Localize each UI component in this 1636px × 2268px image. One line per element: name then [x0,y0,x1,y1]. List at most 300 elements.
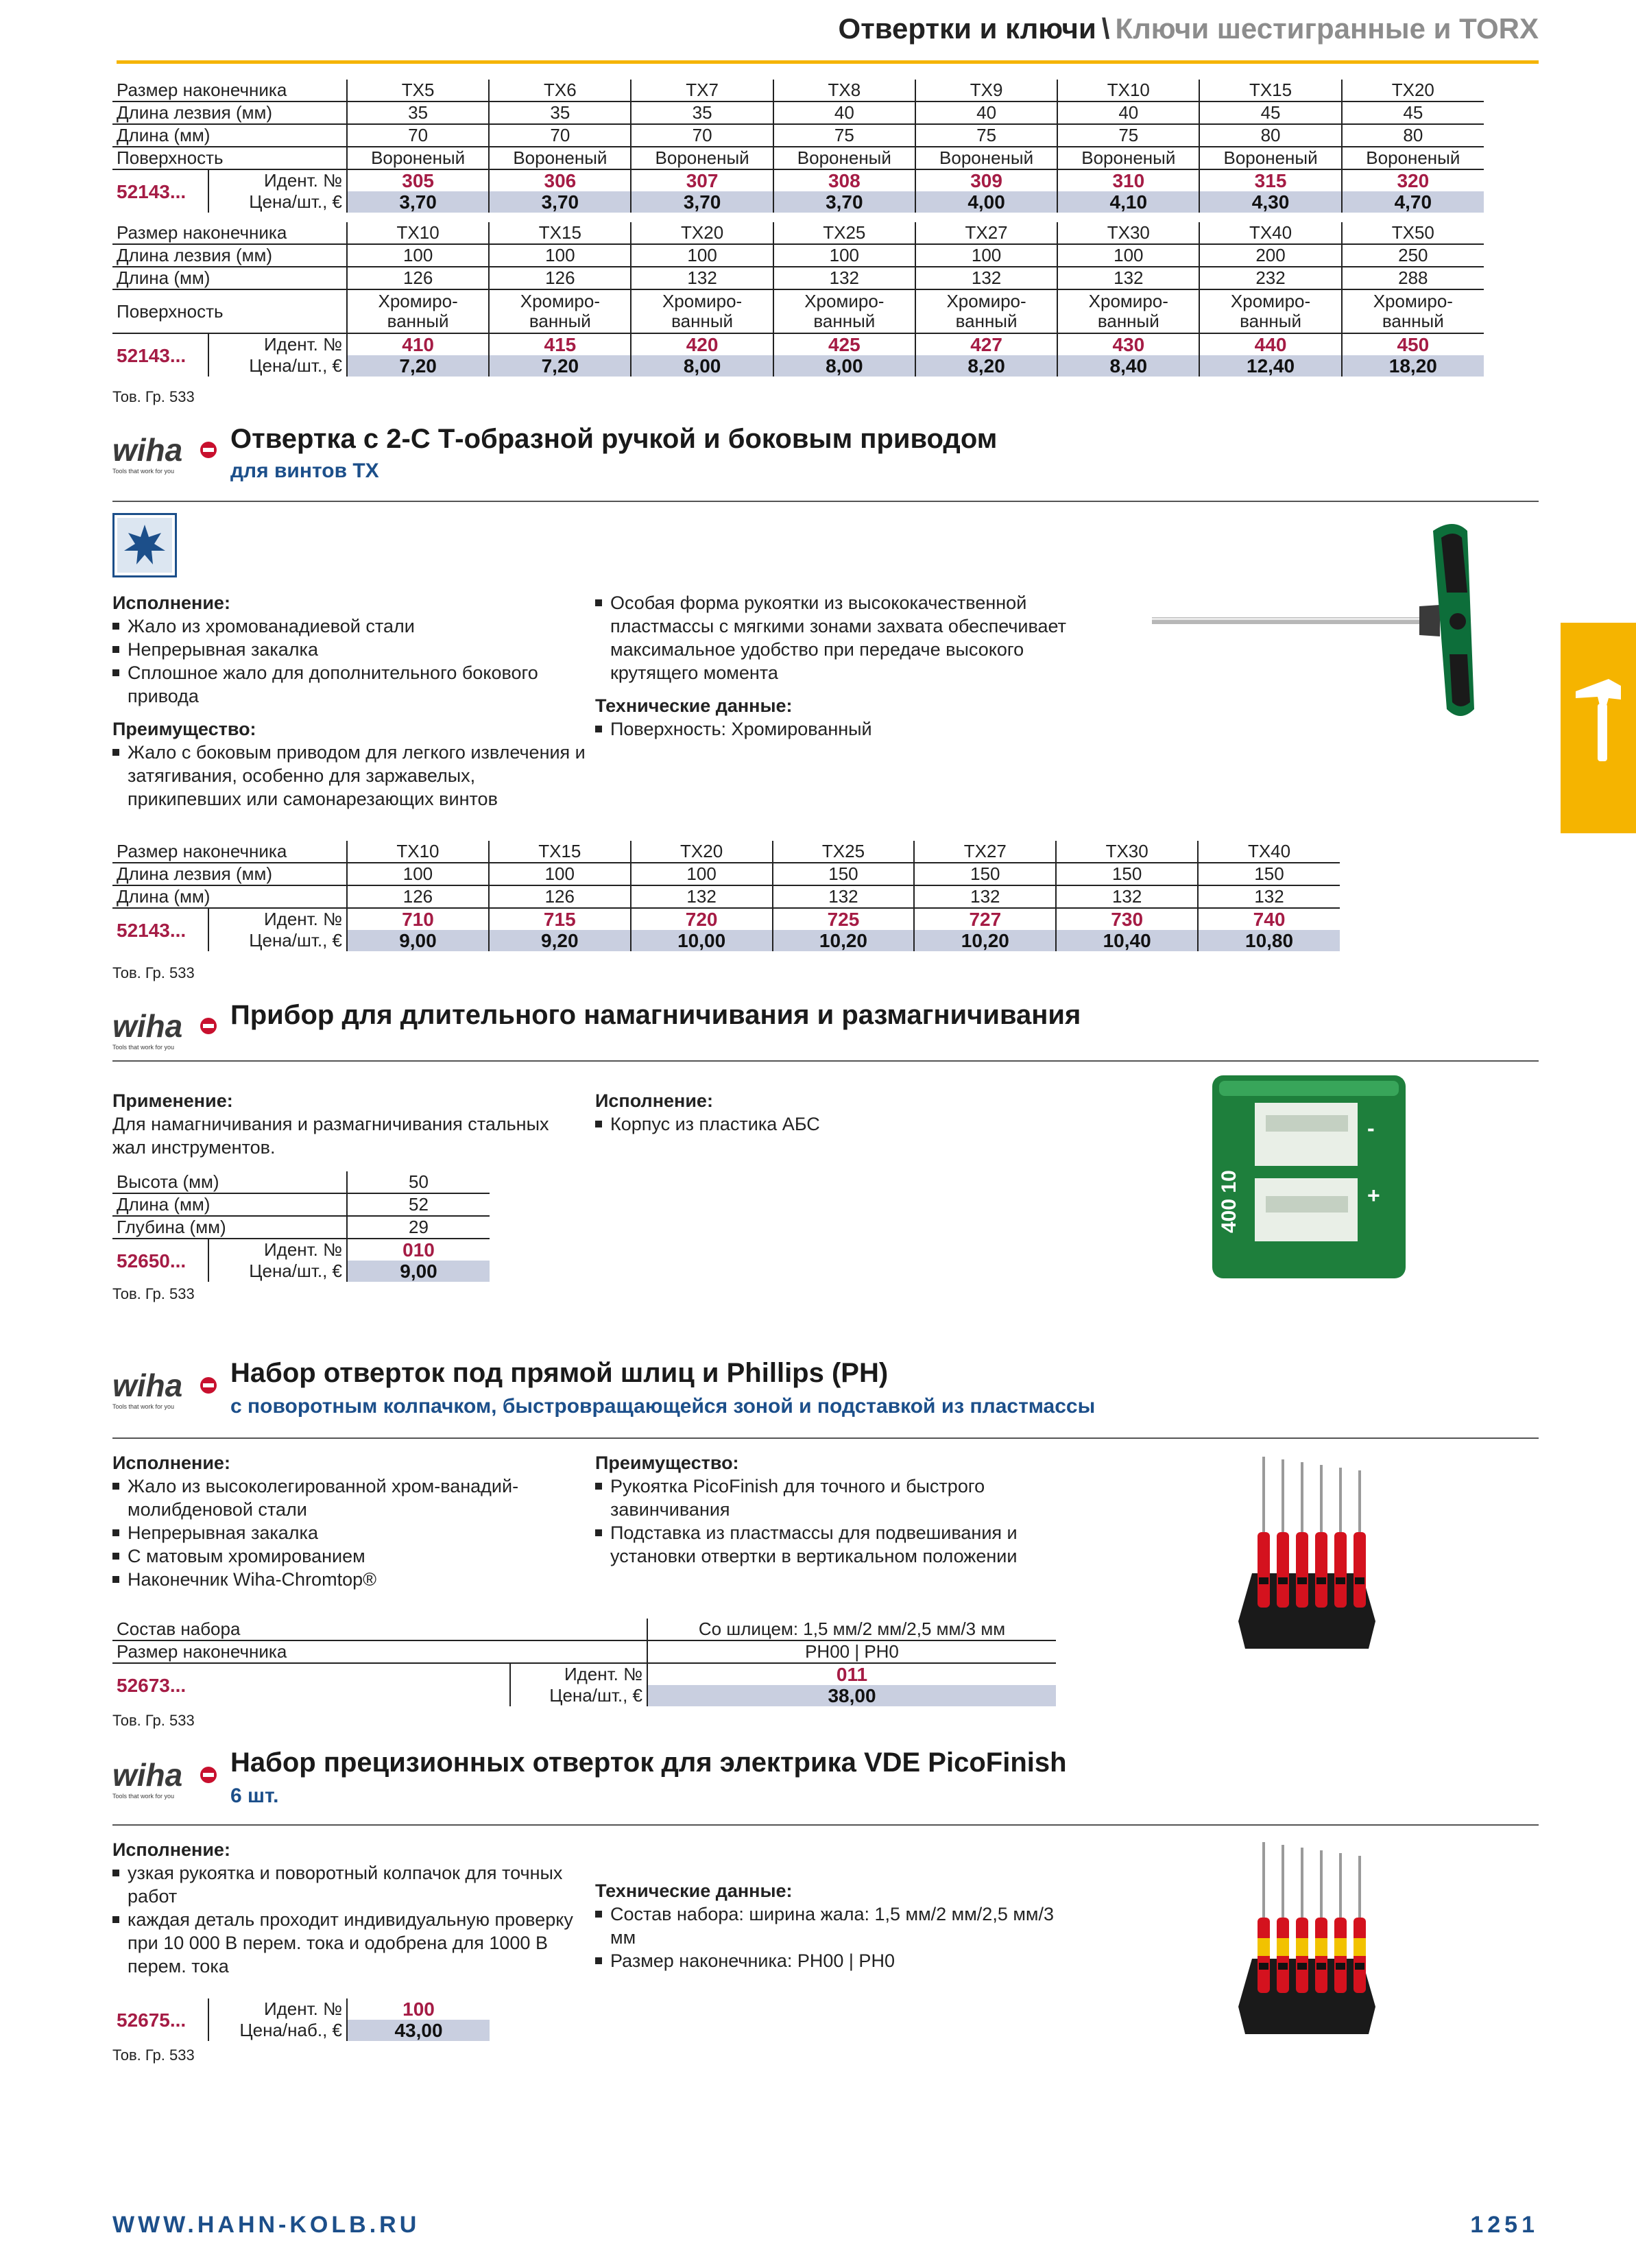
row-label: Длина (мм) [112,1193,347,1216]
handle [1354,1532,1366,1608]
product-subtitle: с поворотным колпачком, быстровращающейся зоной и подставкой из пластмассы [230,1395,1096,1418]
article-number: 52650... [112,1239,208,1282]
table-row [112,147,1484,169]
price-cell: 4,10 [1057,191,1199,213]
group-label: Тов. Гр. 533 [112,2046,195,2064]
t-handle-screwdriver-image [1145,510,1529,730]
svg-text:wiha: wiha [112,432,183,468]
length-cell: 132 [915,267,1057,289]
size-cell: TX15 [1199,80,1341,102]
size-cell: TX27 [914,841,1056,863]
header-rule [117,60,1539,64]
length-cell: 132 [1057,267,1199,289]
id-cell: 100 [347,1998,490,2020]
table-row [112,1216,490,1239]
group-label: Тов. Гр. 533 [112,388,195,405]
size-cell: TX30 [1057,222,1199,244]
price-cell: 3,70 [489,191,631,213]
size-cell: TX7 [631,80,773,102]
table-row [112,908,1340,930]
length-cell: 132 [773,885,915,908]
screwdriver-set-image [1231,1450,1382,1656]
id-cell: 010 [347,1239,490,1261]
table-row [112,80,1484,102]
price-cell: 43,00 [347,2020,490,2041]
svg-text:Tools that work for you: Tools that work for you [112,468,175,475]
price-label: Цена/шт., € [208,930,347,951]
blade-cell: 35 [489,102,631,124]
price-cell: 10,80 [1198,930,1340,951]
length-cell: 80 [1342,124,1484,147]
p1-left-text [112,591,586,811]
list-item: Жало из высоколегированной хром-ванадий-молибденовой стали [112,1475,586,1521]
product-title: Отвертка с 2-С Т-образной ручкой и боковым приводом [230,424,998,454]
adv-list [112,741,586,811]
product-subtitle: для винтов TX [230,459,379,482]
adv-list [595,1475,1075,1568]
price-cell: 8,00 [773,355,915,377]
table-row [112,1640,1056,1663]
handle-band [1355,1577,1364,1584]
blade-cell: 100 [347,244,489,267]
p2-right-text [595,1089,1075,1136]
spec-table-5 [112,1619,1056,1706]
table-row [112,863,1340,885]
page-number: 1251 [1470,2212,1539,2238]
price-cell: 10,00 [631,930,773,951]
surface-cell: Хромиро-ванный [1342,289,1484,333]
length-cell: 132 [631,267,773,289]
price-cell: 3,70 [773,191,915,213]
table-row [112,289,1484,333]
blade-cell: 200 [1199,244,1341,267]
table-row [112,930,1340,951]
spec-table-1 [112,80,1484,213]
handle-band [1258,1938,1270,1956]
size-cell: TX6 [489,80,631,102]
value-cell: PH00 | PH0 [647,1640,1056,1663]
exec-heading: Исполнение: [112,593,230,613]
wiha-logo [112,1754,218,1806]
id-label: Идент. № [208,1998,347,2020]
handle-band [1277,1938,1289,1956]
row-label: Поверхность [112,289,347,333]
p4-right-text [595,1879,1075,1972]
size-cell: TX30 [1056,841,1198,863]
device-code: 400 10 [1218,1170,1240,1233]
id-label: Идент. № [208,169,347,191]
id-cell: 320 [1342,169,1484,191]
size-cell: TX5 [347,80,489,102]
length-cell: 126 [489,885,631,908]
svg-text:Tools that work for you: Tools that work for you [112,1793,175,1800]
row-label: Состав набора [112,1619,647,1640]
surface-cell: Хромиро-ванный [1199,289,1341,333]
tech-list [595,717,1075,741]
price-cell: 38,00 [647,1685,1056,1706]
group-label: Тов. Гр. 533 [112,1285,195,1302]
value-cell: 50 [347,1171,490,1193]
handle-band [1278,1577,1288,1584]
table-row [112,1998,490,2020]
handle-band [1334,1938,1347,1956]
price-label: Цена/шт., € [510,1685,647,1706]
adv-heading: Преимущество: [595,1453,739,1473]
handle-band [1297,1963,1307,1970]
id-cell: 310 [1057,169,1199,191]
id-cell: 730 [1056,908,1198,930]
id-label: Идент. № [208,333,347,355]
size-cell: TX9 [915,80,1057,102]
tech-list [595,1902,1075,1972]
id-cell: 011 [647,1663,1056,1685]
id-cell: 450 [1342,333,1484,355]
length-cell: 80 [1199,124,1341,147]
id-cell: 410 [347,333,489,355]
size-cell: TX10 [347,841,489,863]
length-cell: 132 [914,885,1056,908]
list-item: Особая форма рукоятки из высококачественной пластмассы с мягкими зонами захвата обеспечивает максимальное удобство при передаче высокого крутящего момента [595,591,1075,684]
surface-cell: Хромиро-ванный [631,289,773,333]
price-cell: 3,70 [631,191,773,213]
wiha-logo [112,1005,218,1057]
length-cell: 70 [347,124,489,147]
p2-left-text [112,1089,586,1159]
row-label: Длина (мм) [112,885,347,908]
id-cell: 725 [773,908,915,930]
price-cell: 8,00 [631,355,773,377]
price-label: Цена/шт., € [208,1261,347,1282]
price-cell: 4,00 [915,191,1057,213]
length-cell: 288 [1342,267,1484,289]
row-label: Поверхность [112,147,347,169]
row-label: Размер наконечника [112,80,347,102]
table-row [112,191,1484,213]
list-item: Состав набора: ширина жала: 1,5 мм/2 мм/2,5 мм/3 мм [595,1902,1075,1949]
price-cell: 7,20 [489,355,631,377]
blade-cell: 100 [631,863,773,885]
length-cell: 75 [915,124,1057,147]
blade-cell: 150 [1198,863,1340,885]
header-subtitle: Ключи шестигранные и TORX [1115,12,1539,45]
header-title: Отвертки и ключи [838,12,1096,45]
p4-left-text [112,1838,586,1978]
exec-heading: Исполнение: [595,1090,713,1111]
id-label: Идент. № [510,1663,647,1685]
blade-cell: 100 [489,863,631,885]
product-title: Прибор для длительного намагничивания и размагничивания [230,1000,1081,1030]
handle-band [1296,1938,1308,1956]
p1-right-text [595,591,1075,741]
svg-text:+: + [1367,1183,1380,1208]
article-number: 52143... [112,333,208,377]
surface-cell: Вороненый [1199,147,1341,169]
price-cell: 8,20 [915,355,1057,377]
handle-band [1278,1963,1288,1970]
list-item: Подставка из пластмассы для подвешивания и установки отвертки в вертикальном положении [595,1521,1075,1568]
list-item: Размер наконечника: PH00 | PH0 [595,1949,1075,1972]
table-row [112,333,1484,355]
price-cell: 10,20 [773,930,915,951]
blade-cell: 100 [1057,244,1199,267]
handle [1258,1532,1270,1608]
blade [1282,1845,1284,1927]
size-cell: TX25 [773,841,915,863]
value-cell: 29 [347,1216,490,1239]
table-row [112,841,1340,863]
blade-cell: 100 [915,244,1057,267]
magnetizer-image [1212,1075,1406,1278]
table-row [112,355,1484,377]
id-cell: 430 [1057,333,1199,355]
blade-cell: 100 [631,244,773,267]
article-number: 52143... [112,169,208,213]
id-cell: 425 [773,333,915,355]
svg-text:Tools that work for you: Tools that work for you [112,1044,175,1051]
exec-list [112,1475,586,1591]
price-cell: 8,40 [1057,355,1199,377]
price-label: Цена/шт., € [208,355,347,377]
surface-cell: Вороненый [1342,147,1484,169]
length-cell: 132 [773,267,915,289]
blade-cell: 250 [1342,244,1484,267]
table-row [112,222,1484,244]
surface-cell: Хромиро-ванный [347,289,489,333]
price-cell: 10,20 [914,930,1056,951]
price-label: Цена/наб., € [208,2020,347,2041]
size-cell: TX27 [915,222,1057,244]
surface-cell: Хромиро-ванный [1057,289,1199,333]
surface-cell: Вороненый [773,147,915,169]
row-label: Длина (мм) [112,267,347,289]
blade-cell: 40 [1057,102,1199,124]
blade-cell: 35 [631,102,773,124]
svg-text:wiha: wiha [112,1368,183,1403]
id-cell: 710 [347,908,489,930]
blade-cell: 100 [489,244,631,267]
handle-band [1259,1577,1268,1584]
table-row [112,1171,490,1193]
table-row [112,124,1484,147]
side-tab[interactable] [1561,623,1636,833]
handle [1296,1532,1308,1608]
exec-heading: Исполнение: [112,1453,230,1473]
list-item: Непрерывная закалка [112,1521,586,1544]
product-rule [112,1437,1539,1439]
blade [1262,1457,1265,1539]
id-cell: 427 [915,333,1057,355]
row-label: Длина лезвия (мм) [112,244,347,267]
hammer-icon [1561,623,1636,833]
surface-cell: Вороненый [915,147,1057,169]
value-cell: 52 [347,1193,490,1216]
product-rule [112,501,1539,502]
adv-heading: Преимущество: [112,719,256,739]
id-cell: 720 [631,908,773,930]
list-item: Непрерывная закалка [112,638,586,661]
surface-cell: Хромиро-ванный [915,289,1057,333]
surface-cell: Вороненый [631,147,773,169]
spec-table-4 [112,1171,490,1282]
product-rule [112,1060,1539,1062]
svg-text:wiha: wiha [112,1008,183,1044]
size-cell: TX10 [347,222,489,244]
table-row [112,267,1484,289]
price-cell: 12,40 [1199,355,1341,377]
handle-band [1354,1938,1366,1956]
surface-cell: Вороненый [489,147,631,169]
blade-cell: 40 [915,102,1057,124]
length-cell: 126 [489,267,631,289]
size-cell: TX20 [631,222,773,244]
size-cell: TX40 [1198,841,1340,863]
handle-band [1315,1938,1327,1956]
length-cell: 126 [347,267,489,289]
handle-band [1336,1963,1345,1970]
table-row [112,169,1484,191]
id-cell: 307 [631,169,773,191]
id-cell: 315 [1199,169,1341,191]
handle-band [1316,1577,1326,1584]
handle-band [1297,1577,1307,1584]
feature-list [595,591,1075,684]
svg-text:-: - [1367,1116,1375,1141]
torx-symbol-icon [112,513,177,577]
list-item: С матовым хромированием [112,1544,586,1568]
value-cell: Со шлицем: 1,5 мм/2 мм/2,5 мм/3 мм [647,1619,1056,1640]
id-cell: 309 [915,169,1057,191]
blade-cell: 150 [914,863,1056,885]
svg-text:Tools that work for you: Tools that work for you [112,1403,175,1410]
id-cell: 440 [1199,333,1341,355]
price-cell: 10,40 [1056,930,1198,951]
group-label: Тов. Гр. 533 [112,964,195,981]
price-cell: 4,70 [1342,191,1484,213]
row-label: Длина (мм) [112,124,347,147]
blade [1282,1459,1284,1542]
length-cell: 75 [1057,124,1199,147]
length-cell: 132 [631,885,773,908]
table-row [112,1663,1056,1685]
list-item: Жало из хромованадиевой стали [112,614,586,638]
wiha-logo [112,1365,218,1416]
price-cell: 9,00 [347,930,489,951]
id-label: Идент. № [208,1239,347,1261]
handle-band [1259,1963,1268,1970]
size-cell: TX20 [1342,80,1484,102]
table-row [112,1619,1056,1640]
row-label: Размер наконечника [112,841,347,863]
row-label: Размер наконечника [112,222,347,244]
exec-list [112,614,586,708]
table-row [112,885,1340,908]
handle-band [1336,1577,1345,1584]
page-header [117,12,1539,45]
handle-band [1355,1963,1364,1970]
size-cell: TX20 [631,841,773,863]
table-row [112,102,1484,124]
spec-table-2 [112,222,1484,377]
blade-cell: 40 [773,102,915,124]
blade [1262,1842,1265,1924]
article-number: 52143... [112,908,208,951]
id-cell: 740 [1198,908,1340,930]
price-cell: 9,20 [489,930,631,951]
length-cell: 70 [489,124,631,147]
size-cell: TX40 [1199,222,1341,244]
product-subtitle: 6 шт. [230,1784,279,1807]
length-cell: 126 [347,885,489,908]
vde-screwdriver-set-image [1231,1835,1382,2041]
handle [1315,1532,1327,1608]
list-item: Сплошное жало для дополнительного бокового привода [112,661,586,708]
tech-heading: Технические данные: [595,1881,793,1901]
id-cell: 306 [489,169,631,191]
row-label: Длина лезвия (мм) [112,863,347,885]
id-cell: 715 [489,908,631,930]
length-cell: 132 [1198,885,1340,908]
blade-cell: 100 [347,863,489,885]
list-item: каждая деталь проходит индивидуальную проверку при 10 000 В перем. тока и одобрена для 1000 В перем. тока [112,1908,586,1978]
list-item: Корпус из пластика АБС [595,1112,1075,1136]
list-item: узкая рукоятка и поворотный колпачок для точных работ [112,1861,586,1908]
handle-band [1316,1963,1326,1970]
spec-table-3 [112,841,1340,951]
id-label: Идент. № [208,908,347,930]
surface-cell: Вороненый [347,147,489,169]
table-row [112,1193,490,1216]
handle [1277,1532,1289,1608]
id-cell: 305 [347,169,489,191]
svg-text:wiha: wiha [112,1757,183,1793]
article-number: 52675... [112,1998,208,2041]
length-cell: 232 [1199,267,1341,289]
handle [1334,1532,1347,1608]
id-cell: 420 [631,333,773,355]
app-text: Для намагничивания и размагничивания стальных жал инструментов. [112,1114,549,1158]
spec-table-6 [112,1998,490,2041]
length-cell: 75 [773,124,915,147]
size-cell: TX15 [489,841,631,863]
exec-list [595,1112,1075,1136]
row-label: Длина лезвия (мм) [112,102,347,124]
size-cell: TX15 [489,222,631,244]
blade-cell: 35 [347,102,489,124]
wiha-logo [112,429,218,481]
price-label: Цена/шт., € [208,191,347,213]
blade-cell: 45 [1199,102,1341,124]
header-separator: \ [1101,12,1110,45]
tech-heading: Технические данные: [595,695,793,716]
product-title: Набор отверток под прямой шлиц и Phillips (PH) [230,1358,889,1388]
row-label: Глубина (мм) [112,1216,347,1239]
list-item: Жало с боковым приводом для легкого извлечения и затягивания, особенно для заржавелых, прикипевших или самонарезающих винтов [112,741,586,811]
size-cell: TX50 [1342,222,1484,244]
blade-cell: 150 [773,863,915,885]
row-label: Размер наконечника [112,1640,647,1663]
list-item: Поверхность: Хромированный [595,717,1075,741]
blade-cell: 150 [1056,863,1198,885]
price-cell: 4,30 [1199,191,1341,213]
footer-url[interactable]: WWW.HAHN-KOLB.RU [112,2212,420,2238]
price-cell: 18,20 [1342,355,1484,377]
p3-right-text [595,1451,1075,1568]
blade-cell: 100 [773,244,915,267]
price-cell: 3,70 [347,191,489,213]
product-title: Набор прецизионных отверток для электрика VDE PicoFinish [230,1747,1067,1778]
table-row [112,1239,490,1261]
id-cell: 308 [773,169,915,191]
